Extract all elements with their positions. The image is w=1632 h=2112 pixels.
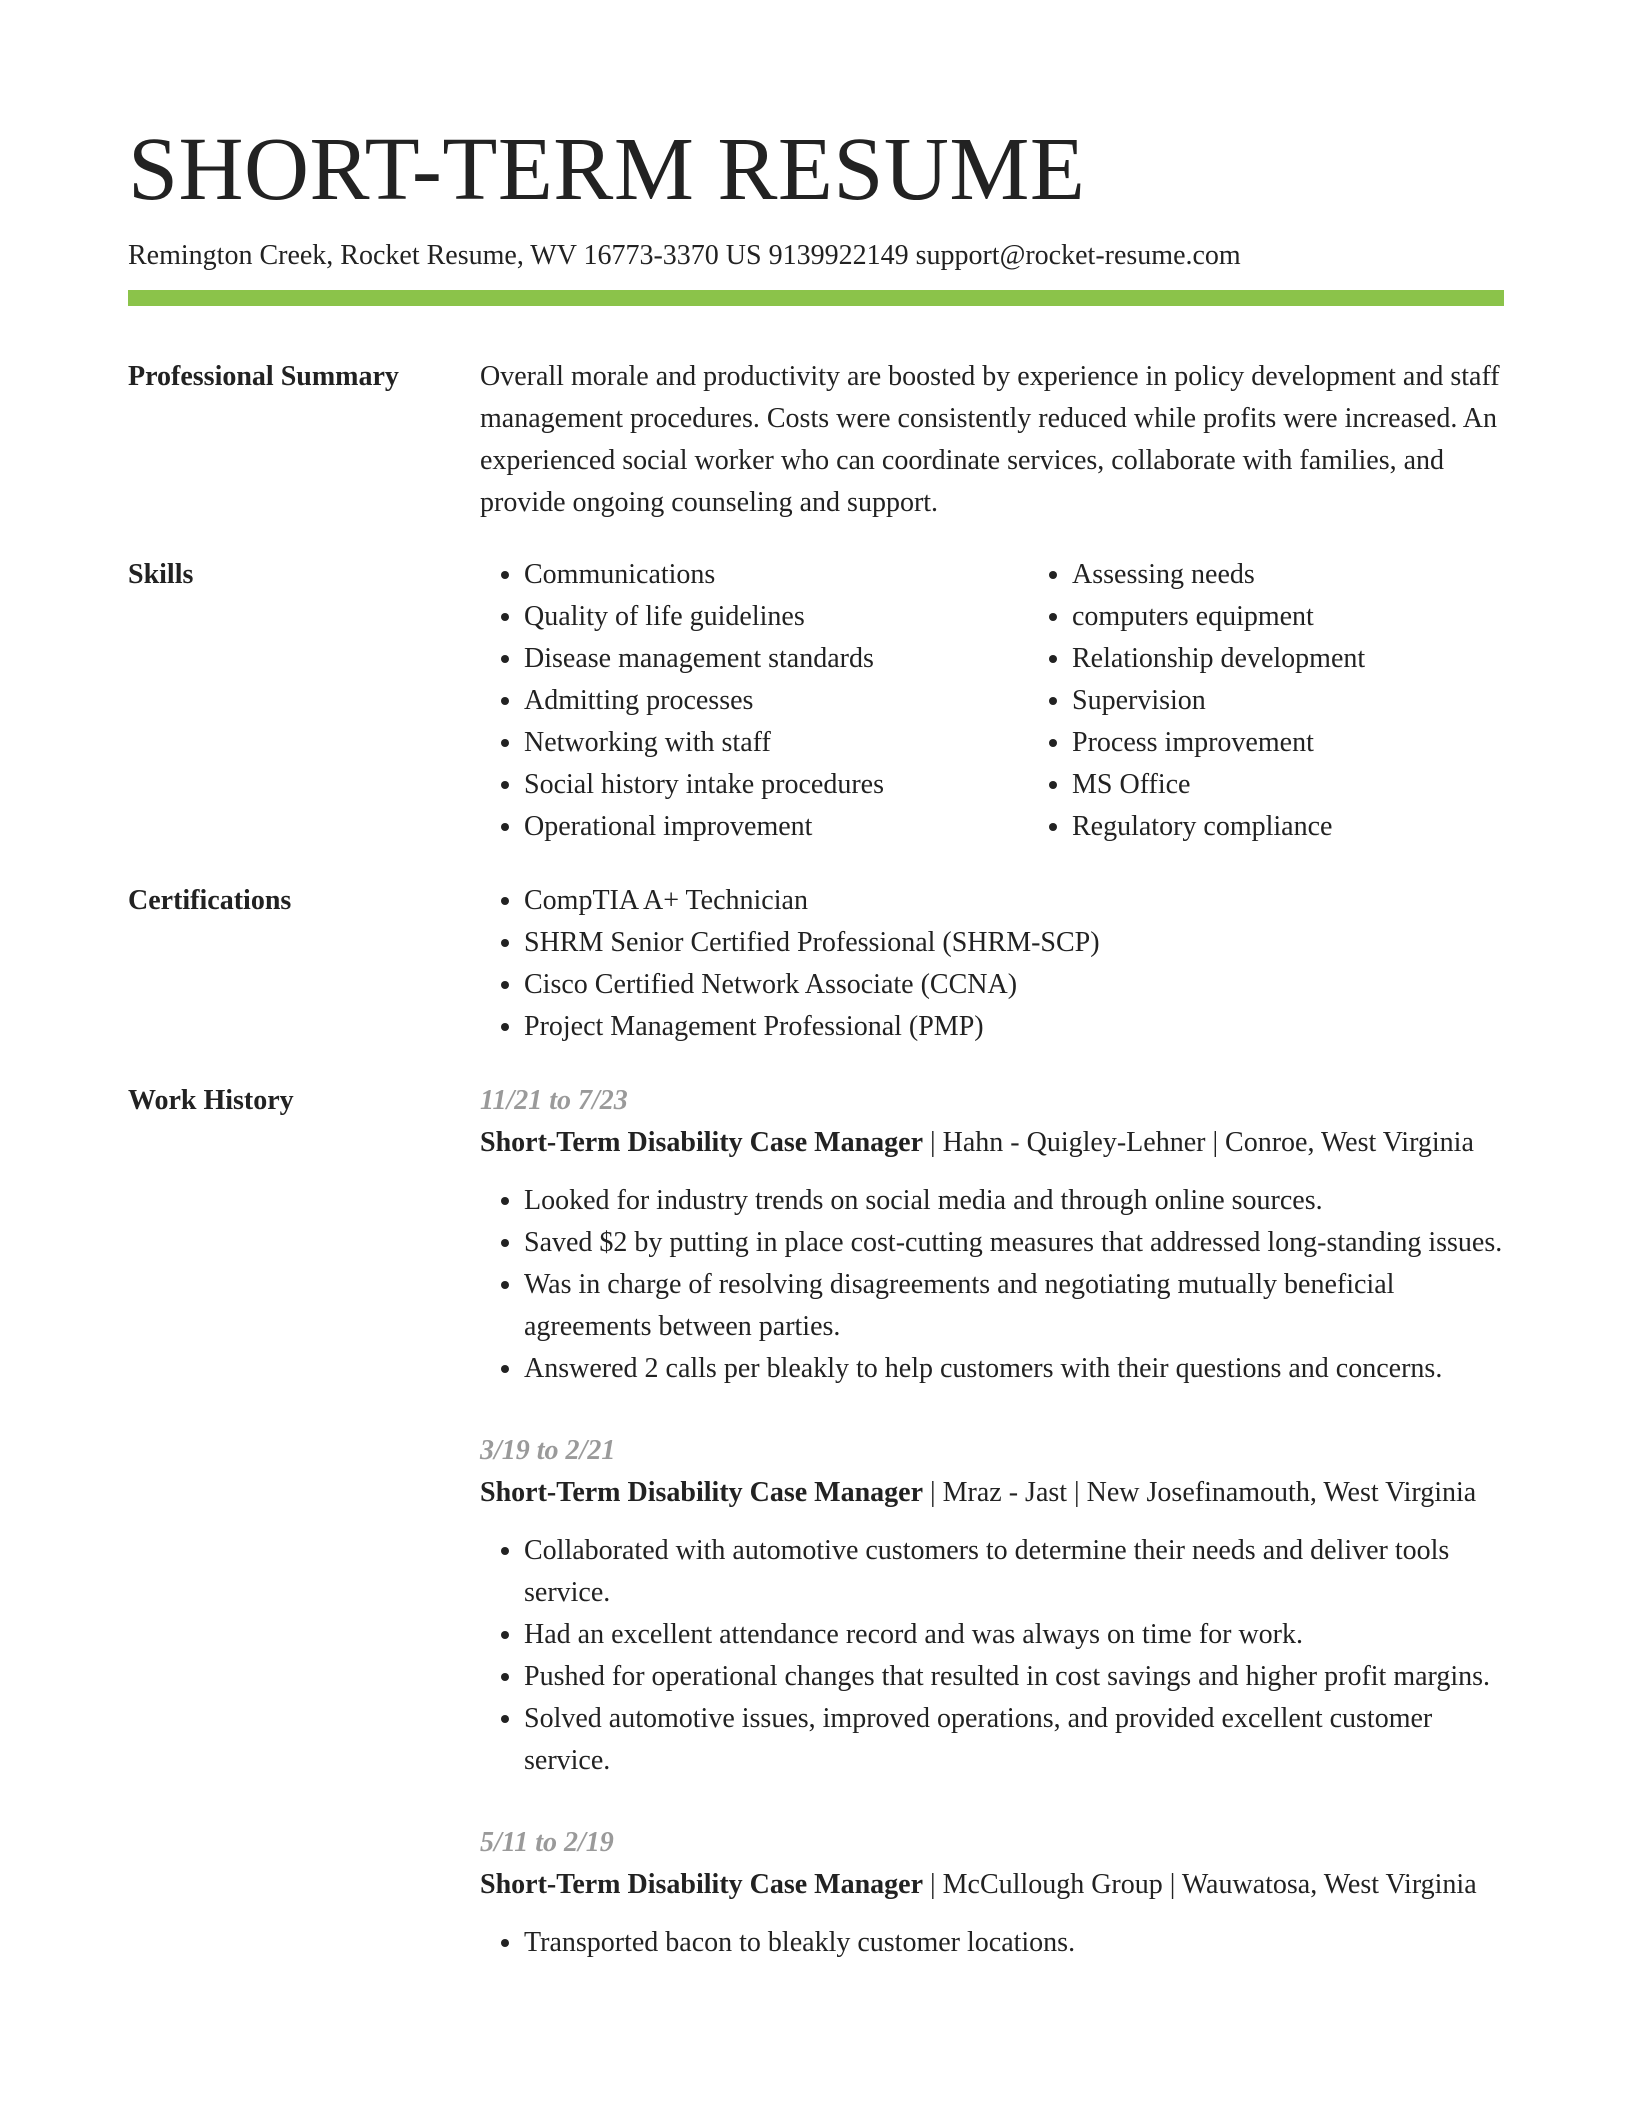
job-entry (480, 1430, 1504, 1782)
job-title-line (480, 1122, 1504, 1164)
skill-item: • Disease management standards (524, 638, 1028, 680)
accent-divider (128, 290, 1504, 306)
skill-item: • Quality of life guidelines (524, 596, 1028, 638)
section-skills (128, 554, 1504, 848)
skill-item: • Supervision (1072, 680, 1576, 722)
job-bullet: • Pushed for operational changes that resulted in cost savings and higher profit margins. (524, 1656, 1504, 1698)
job-details: | Mraz - Jast | New Josefinamouth, West Virginia (923, 1477, 1477, 1508)
section-label-certifications: Certifications (128, 885, 292, 916)
job-entry (480, 1822, 1504, 1964)
job-bullets (480, 1180, 1504, 1390)
certifications-list (480, 880, 1504, 1048)
job-bullet: • Saved $2 by putting in place cost-cutting measures that addressed long-standing issues. (524, 1222, 1504, 1264)
skill-item: • Regulatory compliance (1072, 806, 1576, 848)
contact-line: Remington Creek, Rocket Resume, WV 16773-3370 US 9139922149 support@rocket-resume.com (128, 240, 1241, 271)
job-bullet: • Was in charge of resolving disagreements and negotiating mutually beneficial agreements between parties. (524, 1264, 1504, 1348)
skills-list-left (480, 554, 1028, 848)
skills-body (480, 554, 1576, 848)
certification-item: • SHRM Senior Certified Professional (SHRM-SCP) (524, 922, 1504, 964)
section-label-summary: Professional Summary (128, 361, 399, 392)
job-bullet: • Collaborated with automotive customers to determine their needs and deliver tools service. (524, 1530, 1504, 1614)
skill-item: • Admitting processes (524, 680, 1028, 722)
resume-page (128, 0, 1504, 2004)
summary-text: Overall morale and productivity are boosted by experience in policy development and staff management procedures. Costs were consistently reduced while profits were increased. An experienced social worker who can coordinate services, collaborate with families, and provide ongoing counseling and support. (480, 361, 1500, 518)
certification-item: • Cisco Certified Network Associate (CCNA) (524, 964, 1504, 1006)
section-label-work-history: Work History (128, 1085, 294, 1116)
job-bullet: • Solved automotive issues, improved operations, and provided excellent customer service. (524, 1698, 1504, 1782)
skill-item: • MS Office (1072, 764, 1576, 806)
job-details: | Hahn - Quigley-Lehner | Conroe, West Virginia (923, 1127, 1474, 1158)
job-entry (480, 1080, 1504, 1390)
skill-item: • Networking with staff (524, 722, 1028, 764)
job-bullet: • Had an excellent attendance record and was always on time for work. (524, 1614, 1504, 1656)
skill-item: • Assessing needs (1072, 554, 1576, 596)
job-bullets (480, 1922, 1504, 1964)
job-details: | McCullough Group | Wauwatosa, West Virginia (923, 1869, 1477, 1900)
skill-item: • Operational improvement (524, 806, 1028, 848)
skills-list-right (1028, 554, 1576, 848)
job-title-line (480, 1864, 1504, 1906)
job-bullets (480, 1530, 1504, 1782)
skill-item: • computers equipment (1072, 596, 1576, 638)
certification-item: • CompTIA A+ Technician (524, 880, 1504, 922)
job-bullet: • Transported bacon to bleakly customer locations. (524, 1922, 1504, 1964)
job-title: Short-Term Disability Case Manager (480, 1869, 924, 1900)
skill-item: • Social history intake procedures (524, 764, 1028, 806)
job-title: Short-Term Disability Case Manager (480, 1127, 924, 1158)
section-work-history (128, 1080, 1504, 2004)
skills-grid (480, 554, 1576, 848)
job-dates: 5/11 to 2/19 (480, 1827, 614, 1858)
job-title-line (480, 1472, 1504, 1514)
job-dates: 3/19 to 2/21 (480, 1435, 616, 1466)
skill-item: • Process improvement (1072, 722, 1576, 764)
certification-item: • Project Management Professional (PMP) (524, 1006, 1504, 1048)
job-bullet: • Answered 2 calls per bleakly to help customers with their questions and concerns. (524, 1348, 1504, 1390)
job-bullet: • Looked for industry trends on social media and through online sources. (524, 1180, 1504, 1222)
summary-body (480, 356, 1504, 524)
section-certifications (128, 880, 1504, 1048)
resume-title: SHORT-TERM RESUME (128, 120, 1086, 219)
work-history-body (480, 1080, 1504, 2004)
certifications-body (480, 880, 1504, 1048)
section-summary (128, 356, 1504, 524)
skill-item: • Communications (524, 554, 1028, 596)
job-dates: 11/21 to 7/23 (480, 1085, 628, 1116)
job-title: Short-Term Disability Case Manager (480, 1477, 924, 1508)
skill-item: • Relationship development (1072, 638, 1576, 680)
section-label-skills: Skills (128, 559, 194, 590)
